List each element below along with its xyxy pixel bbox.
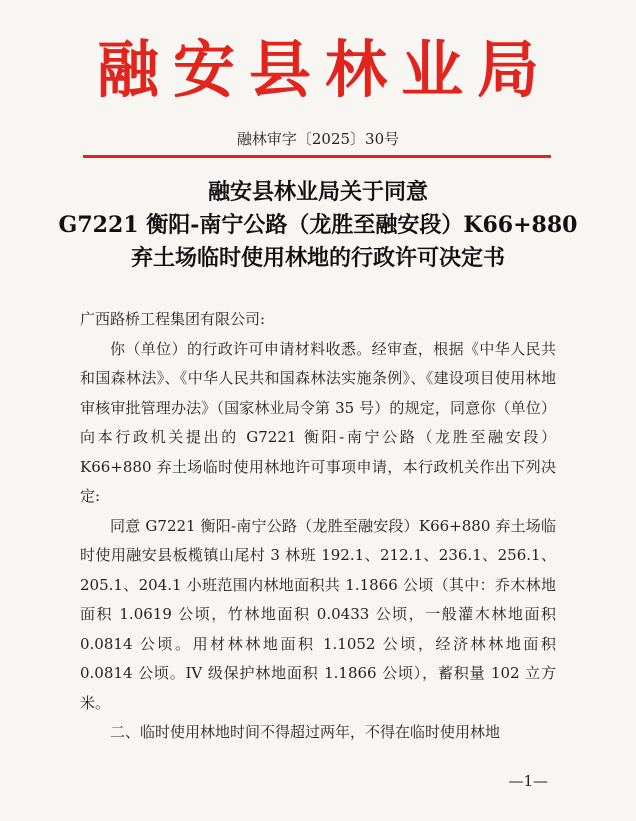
salutation: 广西路桥工程集团有限公司: xyxy=(80,310,266,328)
title-line: G7221 衡阳-南宁公路（龙胜至融安段）K66+880 xyxy=(58,212,578,238)
title-line: 融安县林业局关于同意 xyxy=(207,179,428,205)
letterhead-title: 融安县林业局 xyxy=(96,33,553,106)
body-paragraph: 二、临时使用林地时间不得超过两年，不得在临时使用林地 xyxy=(110,723,501,741)
red-divider-line xyxy=(83,155,551,158)
document-title xyxy=(30,176,606,275)
document-body xyxy=(80,305,556,748)
body-paragraph: 你（单位）的行政许可申请材料收悉。经审查，根据《中华人民共和国森林法》、《中华人民共和国森林法实施条例》、《建设项目使用林地审核审批管理办法》（国家林业局令第 35 号）的规定，同意你（单位）向本行政机关提出的 G7221 衡阳-南宁公路（龙胜至融安段）K66+880 弃土场临时使用林地许可事项申请，本行政机关作出下列决定: xyxy=(80,339,556,505)
body-paragraph: 同意 G7221 衡阳-南宁公路（龙胜至融安段）K66+880 弃土场临时使用融安县板榄镇山尾村 3 林班 192.1、212.1、236.1、256.1、205.1、204.1 小班范围内林地面积共 1.1866 公顷（其中：乔木林地面积 1.0619 公顷，竹林地面积 0.0433 公顷，一般灌木林地面积 0.0814 公顷。用材林林地面积 1.1052 公顷，经济林林地面积 0.0814 公顷。IV 级保护林地面积 1.1866 公顷），蓄积量 102 立方米。 xyxy=(80,516,556,712)
title-line: 弃土场临时使用林地的行政许可决定书 xyxy=(130,245,505,271)
page-number: —1— xyxy=(508,772,548,790)
document-number: 融林审字〔2025〕30号 xyxy=(236,130,400,148)
